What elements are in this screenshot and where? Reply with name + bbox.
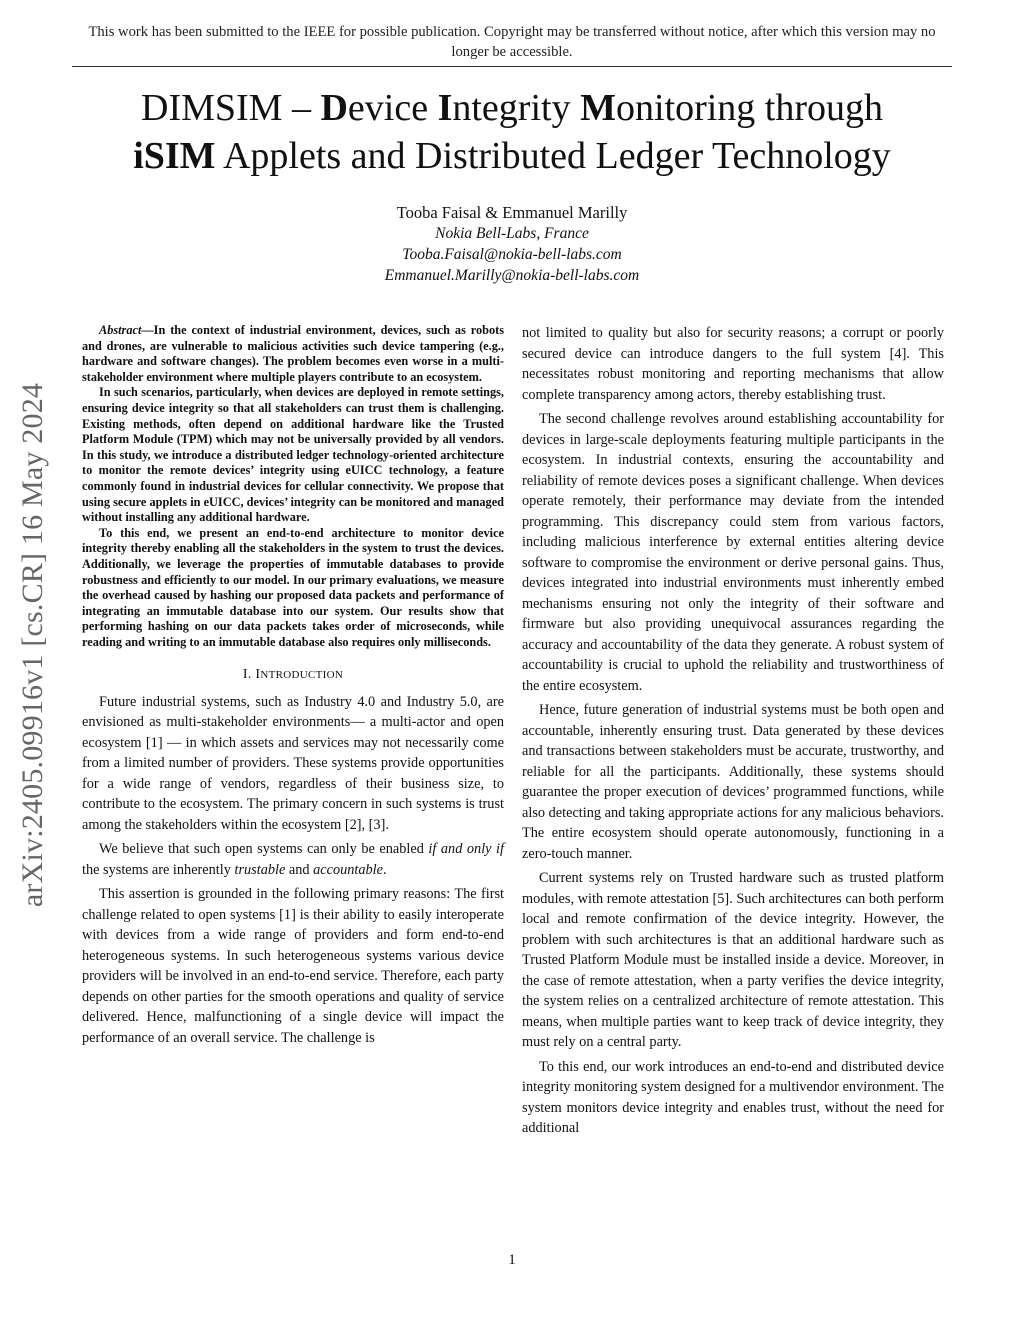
intro-p2-em3: accountable [313, 861, 383, 878]
abstract-p3: To this end, we present an end-to-end architecture to monitor device integrity thereby enabling all the stakeholders in the system to trust the devices. Additionally, we leverage the properties of immutable databases to provide robustness and efficiently to our model. In our primary evaluations, we measure the overhead caused by hashing our proposed data packets and performance of integrating an immutable database into our system. Our results show that performing hashing on our data packets takes order of microseconds, while reading and writing to an immutable database also requires only milliseconds. [82, 525, 504, 649]
right-column [522, 323, 944, 1139]
author-email-2: Emmanuel.Marilly@nokia-bell-labs.com [384, 267, 640, 284]
arxiv-id: arXiv:2405.09916v1 [cs.CR] 16 May 2024 [16, 382, 49, 908]
intro-p2-em1: if and only if [428, 841, 505, 858]
intro-p2-c: and [285, 861, 314, 878]
abstract-p2: In such scenarios, particularly, when devices are deployed in remote settings, ensuring device integrity so that all stakeholders can trust them is challenging. Existing methods, often depend on additional hardware like the Trusted Platform Module (TPM) which may not be universally provided by all vendors. In this study, we introduce a distributed ledger technology-oriented architecture to monitor the remote devices’ integrity using eUICC technology, a feature commonly found in industrial devices for cellular connectivity. We propose that using secure applets in eUICC, devices’ integrity can be monitored and managed without installing any additional hardware. [82, 385, 504, 525]
paper-title [40, 84, 984, 180]
right-p1: not limited to quality but also for security reasons; a corrupt or poorly secured device can introduce dangers to the full system [4]. This necessitates robust monitoring and reporting mechanisms that allow complete transparency among actors, thereby establishing trust. [522, 325, 944, 403]
right-p2: The second challenge revolves around establishing accountability for devices in large-scale deployments featuring multiple participants in the ecosystem. In industrial contexts, ensuring the accountability and reliability of remote devices poses a significant challenge. When devices operate remotely, their performance may deviate from the intended programming. This discrepancy could stem from various factors, including malicious interference by external entities altering device software to compromise the environment or derive personal gains. Thus, devices integrated into industrial environments must inherently embed mechanisms ensuring not only the integrity of their software and firmware but also providing unequivocal assurances regarding the accuracy and accountability of the data they generate. A robust system of accountability is crucial to uphold the reliability and trustworthiness of the entire ecosystem. [522, 411, 944, 694]
section-number: I. [242, 667, 256, 683]
title-i-rest: ntegrity [452, 87, 581, 129]
arxiv-stamp [8, 345, 58, 945]
title-i: I [437, 87, 453, 129]
intro-p3: This assertion is grounded in the following primary reasons: The first challenge related to open systems [1] is their ability to easily interoperate with devices from a wide range of providers and form end-to-end heterogeneous systems. In such heterogeneous systems various device providers will be involved in an end-to-end service. Therefore, each party depends on other parties for the smooth operations and quality of service delivered. Hence, malfunctioning of a single device will impact the performance of an overall service. The challenge is [82, 886, 504, 1046]
title-m-rest: onitoring through [615, 87, 883, 129]
left-column [82, 323, 504, 1048]
intro-p2-d: . [382, 861, 387, 878]
intro-p2-em2: trustable [234, 861, 286, 878]
abstract-p1-text: —In the context of industrial environment, devices, such as robots and drones, are vulnerable to malicious activities such device tampering (e.g., hardware and software changes). The problem becomes even worse in a multi-stakeholder environment where multiple players contribute to an ecosystem. [82, 323, 504, 384]
author-block [200, 202, 824, 286]
section-first-letter: I [255, 667, 261, 683]
right-p5: To this end, our work introduces an end-to-end and distributed device integrity monitoring system designed for a multivendor environment. The system monitors device integrity and enables trust, without the need for additional [522, 1058, 944, 1136]
abstract-p1 [82, 323, 504, 385]
section-heading-introduction [82, 665, 504, 686]
intro-p2 [82, 839, 504, 880]
right-p3: Hence, future generation of industrial systems must be both open and accountable, inherently ensuring trust. Data generated by these devices and transactions between stakeholders must be accurate, trustworthy, and reliable for all the participants. Additionally, these systems should guarantee the proper execution of devices’ programmed functions, while also detecting and taking appropriate actions for any malicious behaviors. The entire ecosystem should operate autonomously, functioning in a zero-touch manner. [522, 702, 944, 862]
right-p4: Current systems rely on Trusted hardware such as trusted platform modules, with remote attestation [5]. Such architectures can both perform local and remote confirmation of the device integrity. However, the problem with such architectures is that an additional hardware such as Trusted Platform Module must be installed inside a device. Moreover, in the case of remote attestation, when a party verifies the device integrity, the system relies on a centralized architecture of remote attestation. This means, when multiple parties want to keep track of device integrity, they must rely on a central party. [522, 870, 944, 1050]
abstract-label: Abstract [99, 323, 142, 337]
intro-p1: Future industrial systems, such as Industry 4.0 and Industry 5.0, are envisioned as multi-stakeholder environments— a multi-actor and open ecosystem [1] — in which assets and services may not necessarily come from a limited number of providers. These systems provide opportunities for a wide range of vendors, regardless of their business size, to contribute to the ecosystem. The primary concern in such systems is trust among the stakeholders within the ecosystem [2], [3]. [82, 693, 504, 833]
intro-p2-b: the systems are inherently [82, 861, 235, 878]
title-d-rest: evice [347, 87, 438, 129]
title-prefix: DIMSIM – [141, 87, 321, 129]
author-email-1: Tooba.Faisal@nokia-bell-labs.com [402, 246, 622, 263]
title-m: M [580, 87, 616, 129]
abstract [82, 323, 504, 650]
intro-p2-a: We believe that such open systems can only be enabled [99, 841, 429, 858]
author-names: Tooba Faisal & Emmanuel Marilly [396, 203, 628, 222]
section-rest: NTRODUCTION [260, 669, 344, 682]
title-d: D [320, 87, 348, 129]
title-isim: iSIM [133, 135, 216, 177]
author-affiliation: Nokia Bell-Labs, France [435, 225, 589, 242]
intro-left [82, 692, 504, 1049]
header-rule [72, 66, 952, 67]
title-line2: Applets and Distributed Ledger Technology [215, 135, 891, 177]
submission-notice: This work has been submitted to the IEEE for possible publication. Copyright may be transferred without notice, after which this version may no longer be accessible. [88, 24, 936, 60]
page-number: 1 [508, 1252, 516, 1268]
